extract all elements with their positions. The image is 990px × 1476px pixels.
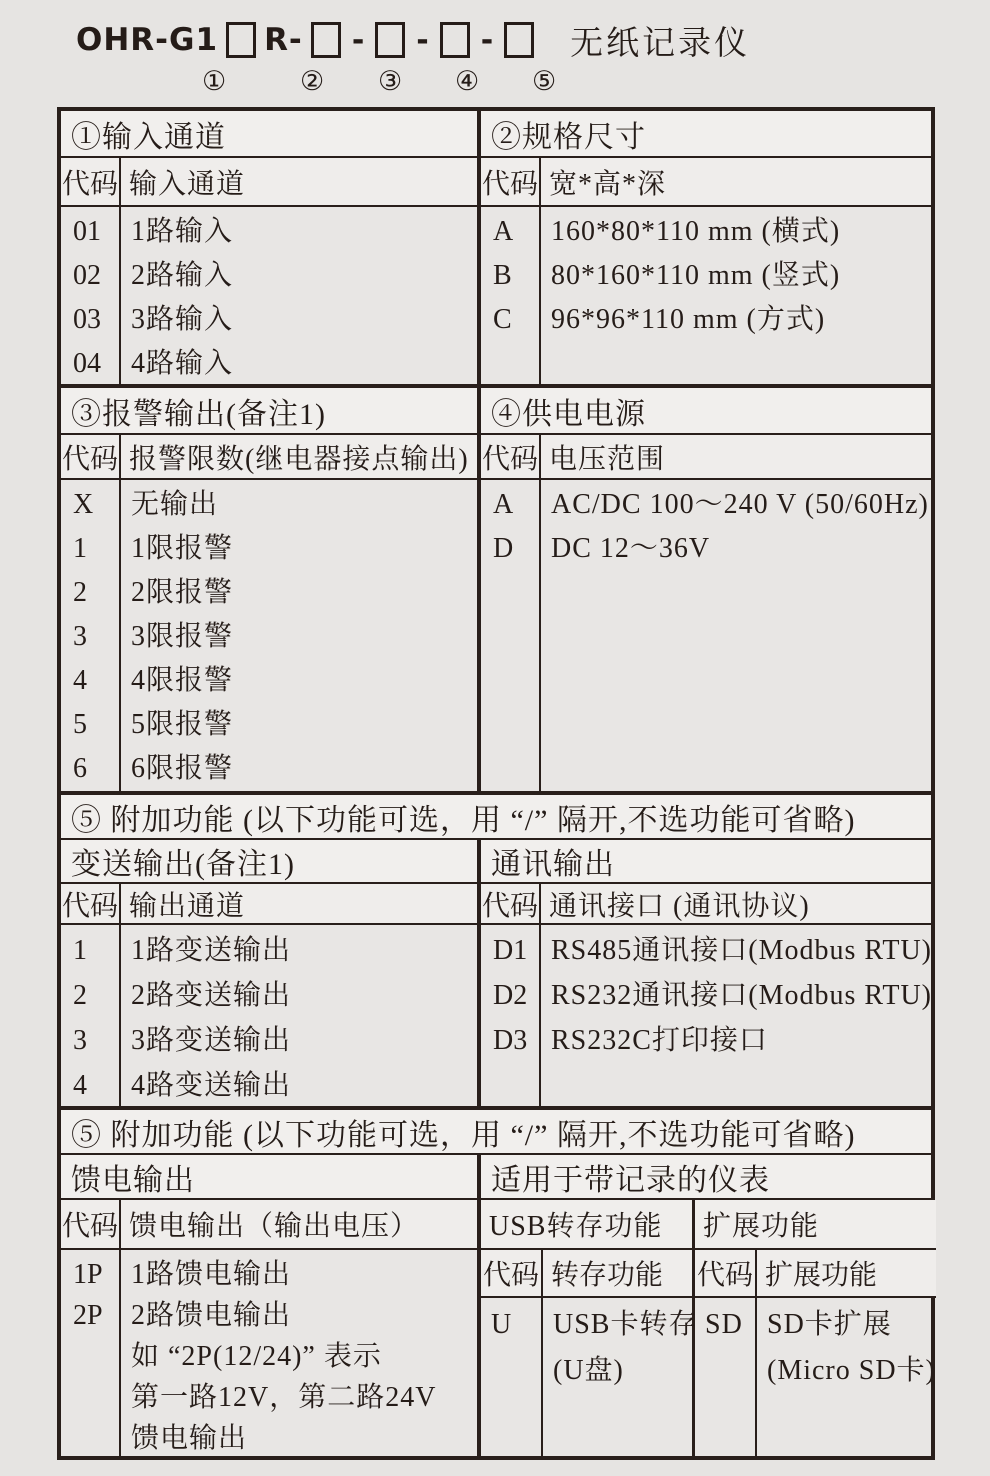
table-cell: 1: [73, 935, 87, 966]
table-cell: 2: [73, 577, 87, 608]
position-marker-1: ①: [202, 66, 227, 96]
table-cell: 无输出: [131, 489, 219, 520]
model-box-1: [226, 22, 256, 58]
transmit-subtitle: 变送输出(备注1): [61, 840, 481, 882]
table-cell: 01: [73, 216, 101, 247]
position-marker-3: ③: [378, 66, 403, 96]
table-cell: 4路输入: [131, 348, 234, 379]
table-cell: DC 12～36V: [551, 533, 711, 564]
table-cell: 96*96*110 mm (方式): [551, 304, 826, 335]
size-code-column: [481, 207, 541, 384]
position-marker-2: ②: [300, 66, 325, 96]
table-cell: 1路馈电输出: [131, 1259, 292, 1290]
table-cell: 5: [73, 709, 87, 740]
input-value-header: 输入通道: [129, 168, 246, 200]
table-cell: 1限报警: [131, 533, 234, 564]
power-code-header: 代码: [481, 435, 541, 478]
usb-value-header: 转存功能: [543, 1250, 695, 1296]
table-cell: 3: [73, 1025, 87, 1056]
table-cell: X: [73, 489, 94, 520]
alarm-desc-column: [121, 480, 477, 791]
model-box-2: [311, 22, 341, 58]
section-size-title: ②规格尺寸: [481, 111, 931, 156]
feed-code-column: [61, 1250, 121, 1459]
table-cell: USB卡转存: [553, 1309, 698, 1340]
feed-note-line: 第一路12V，第二路24V: [131, 1382, 437, 1413]
table-cell: 4路变送输出: [131, 1070, 292, 1101]
table-cell: 4限报警: [131, 665, 234, 696]
table-cell: 1: [73, 533, 87, 564]
spec-table: [57, 107, 935, 1460]
section-alarm-title: ③报警输出(备注1): [61, 388, 481, 433]
sd-desc-column: [757, 1298, 936, 1456]
table-cell: 3路输入: [131, 304, 234, 335]
position-marker-4: ④: [455, 66, 480, 96]
table-cell: 2路输入: [131, 260, 234, 291]
comm-desc-column: [541, 925, 932, 1106]
table-cell: 5限报警: [131, 709, 234, 740]
table-cell: 4: [73, 665, 87, 696]
power-code-column: [481, 480, 541, 791]
sd-code-column: [695, 1298, 757, 1456]
table-cell: 04: [73, 348, 101, 379]
table-cell: D: [493, 533, 514, 564]
table-cell: 4: [73, 1070, 87, 1101]
position-marker-5: ⑤: [532, 66, 557, 96]
table-cell: D3: [493, 1025, 528, 1056]
sd-section-header: 扩展功能: [703, 1211, 820, 1242]
transmit-desc-column: [121, 925, 477, 1106]
alarm-value-header: 报警限数(继电器接点输出): [129, 443, 469, 475]
usb-code-header: 代码: [481, 1250, 543, 1296]
table-cell: A: [493, 489, 514, 520]
table-cell: B: [493, 260, 512, 291]
comm-value-header: 通讯接口 (通讯协议): [549, 890, 810, 922]
size-desc-column: [541, 207, 931, 384]
table-cell: RS232C打印接口: [551, 1025, 768, 1056]
table-cell: SD: [705, 1309, 743, 1340]
section-input-title: ①输入通道: [61, 111, 481, 156]
size-code-header: 代码: [481, 158, 541, 205]
record-subtitle: 适用于带记录的仪表: [481, 1155, 931, 1198]
size-value-header: 宽*高*深: [549, 168, 667, 200]
table-cell: 3限报警: [131, 621, 234, 652]
section-extra2-title: ⑤ 附加功能 (以下功能可选，用 “/” 隔开,不选功能可省略): [61, 1110, 931, 1153]
model-r-segment: R-: [264, 22, 303, 58]
sd-value-header: 扩展功能: [765, 1260, 878, 1291]
model-prefix: OHR-G1: [76, 22, 219, 58]
band-input-size: [61, 111, 931, 384]
comm-subtitle: 通讯输出: [481, 840, 931, 882]
transmit-value-header: 输出通道: [129, 890, 246, 922]
band-alarm-power: [61, 384, 931, 791]
table-cell: RS485通讯接口(Modbus RTU): [551, 935, 933, 966]
power-value-header: 电压范围: [549, 443, 666, 475]
input-desc-column: [121, 207, 477, 384]
comm-code-column: [481, 925, 541, 1106]
model-box-4: [440, 22, 470, 58]
section-extra1-title: ⑤ 附加功能 (以下功能可选，用 “/” 隔开,不选功能可省略): [61, 795, 931, 838]
table-cell: 3路变送输出: [131, 1025, 292, 1056]
input-code-column: [61, 207, 121, 384]
section-power-title: ④供电电源: [481, 388, 931, 433]
table-cell: RS232通讯接口(Modbus RTU): [551, 980, 933, 1011]
table-cell: (Micro SD卡): [767, 1355, 936, 1386]
model-box-3: [375, 22, 405, 58]
product-name: 无纸记录仪: [570, 25, 751, 62]
table-cell: 1路输入: [131, 216, 234, 247]
feed-value-header: 馈电输出（输出电压）: [129, 1211, 420, 1242]
table-cell: U: [491, 1309, 513, 1340]
table-cell: 80*160*110 mm (竖式): [551, 260, 841, 291]
input-code-header: 代码: [61, 158, 121, 205]
comm-code-header: 代码: [481, 884, 541, 923]
table-cell: 2P: [73, 1300, 103, 1331]
model-dash-2: -: [416, 22, 429, 58]
table-cell: 2限报警: [131, 577, 234, 608]
usb-code-column: [481, 1298, 543, 1456]
table-cell: A: [493, 216, 514, 247]
model-box-5: [504, 22, 534, 58]
table-cell: 6: [73, 753, 87, 784]
model-dash-1: -: [351, 22, 365, 58]
table-cell: 2路馈电输出: [131, 1300, 292, 1331]
model-code-line: [76, 16, 750, 64]
table-cell: 03: [73, 304, 101, 335]
feed-subtable: [61, 1200, 481, 1456]
table-cell: 1路变送输出: [131, 935, 292, 966]
record-subtable: [481, 1200, 936, 1456]
table-cell: AC/DC 100～240 V (50/60Hz): [551, 489, 929, 520]
table-cell: SD卡扩展: [767, 1309, 892, 1340]
table-cell: 6限报警: [131, 753, 234, 784]
table-cell: 3: [73, 621, 87, 652]
position-markers: [0, 66, 990, 102]
table-cell: 160*80*110 mm (横式): [551, 216, 841, 247]
table-cell: 1P: [73, 1259, 103, 1290]
alarm-code-header: 代码: [61, 435, 121, 478]
usb-section-header: USB转存功能: [481, 1200, 695, 1248]
table-cell: D2: [493, 980, 528, 1011]
transmit-code-column: [61, 925, 121, 1106]
band-extra-1: [61, 791, 931, 1106]
sd-code-header: 代码: [695, 1250, 757, 1296]
transmit-code-header: 代码: [61, 884, 121, 923]
table-cell: (U盘): [553, 1355, 624, 1386]
table-cell: C: [493, 304, 512, 335]
feed-code-header: 代码: [61, 1200, 121, 1248]
power-desc-column: [541, 480, 931, 791]
table-cell: D1: [493, 935, 528, 966]
table-cell: 2路变送输出: [131, 980, 292, 1011]
band-extra-2: [61, 1106, 936, 1456]
feed-note-line: 馈电输出: [131, 1423, 248, 1454]
model-dash-3: -: [480, 22, 494, 58]
feed-subtitle: 馈电输出: [61, 1155, 481, 1198]
alarm-code-column: [61, 480, 121, 791]
usb-desc-column: [543, 1298, 698, 1456]
feed-note-line: 如 “2P(12/24)” 表示: [131, 1341, 382, 1372]
table-cell: 2: [73, 980, 87, 1011]
table-cell: 02: [73, 260, 101, 291]
feed-desc-column: [121, 1250, 477, 1459]
